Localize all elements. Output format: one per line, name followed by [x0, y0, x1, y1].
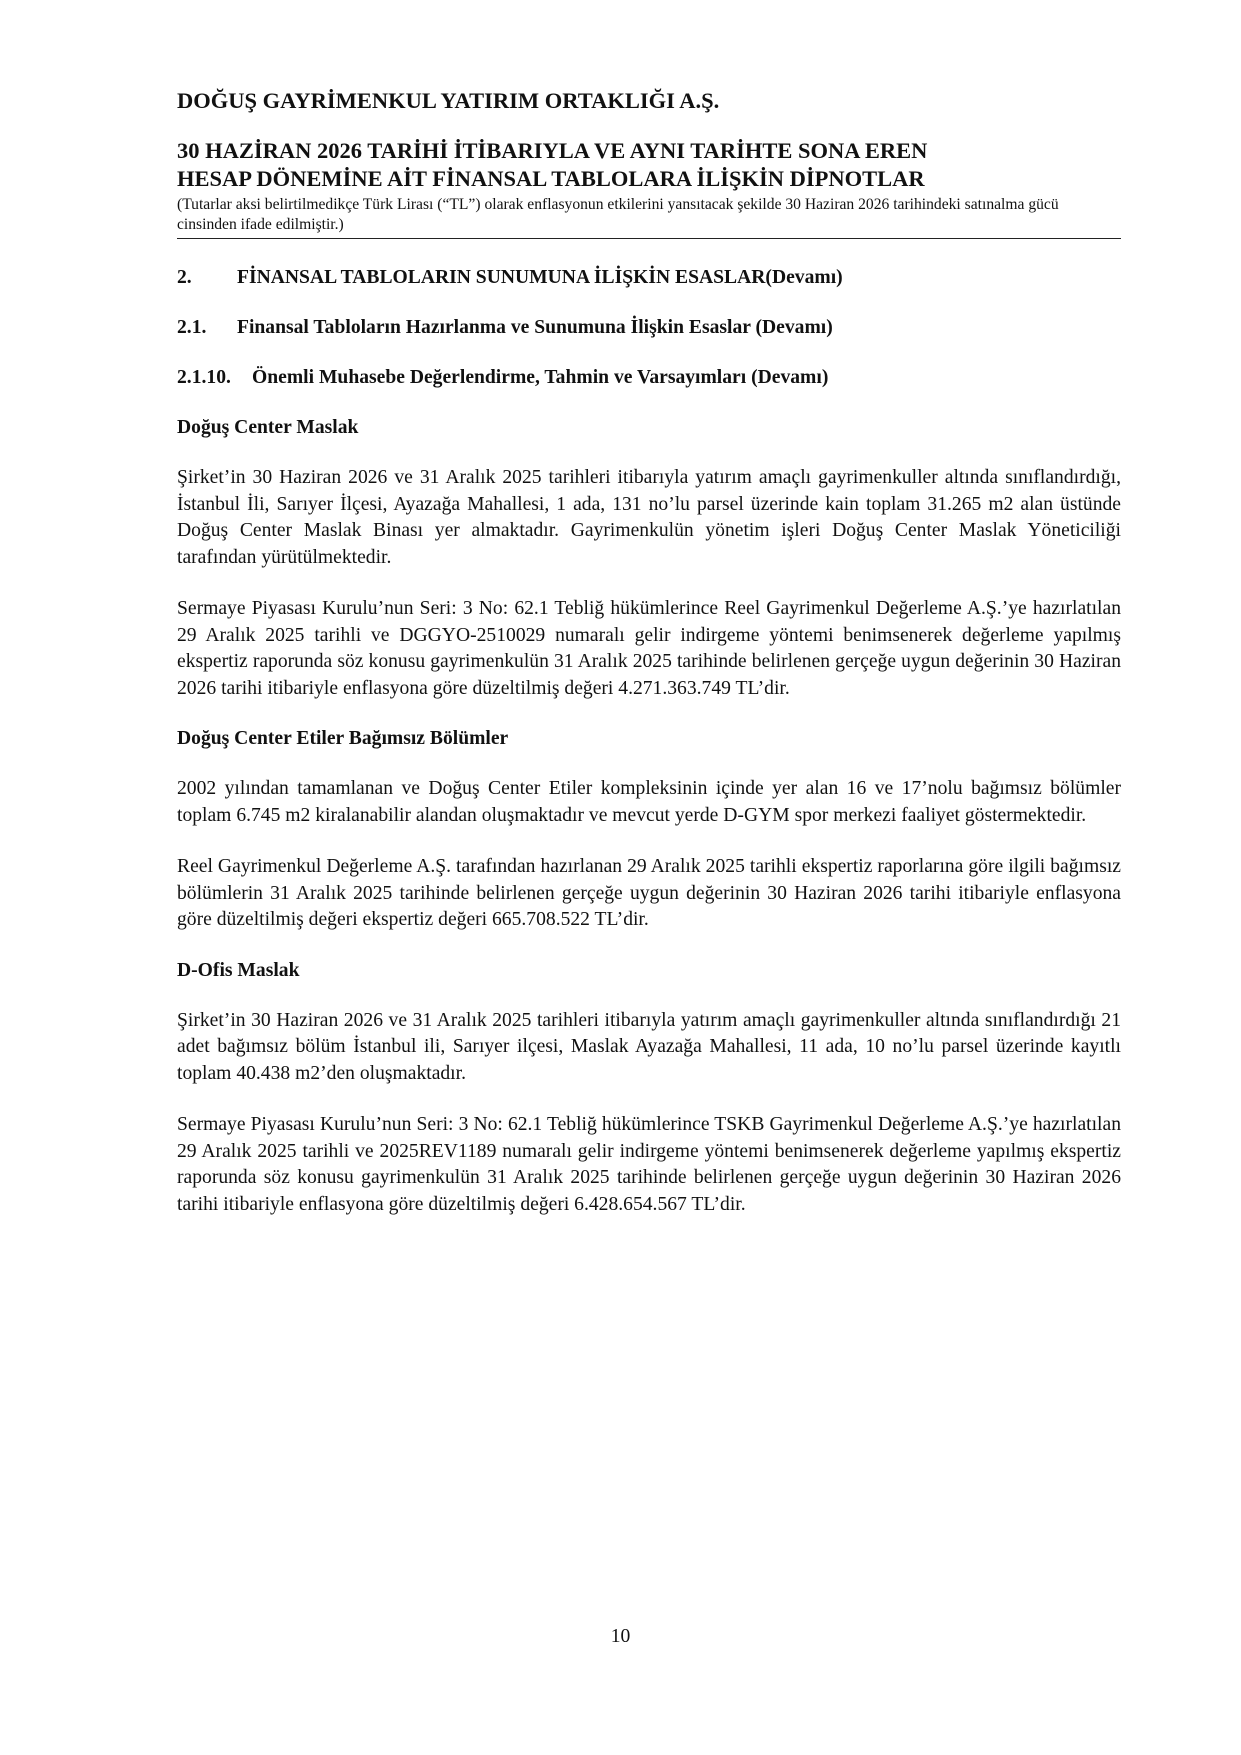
paragraph: Şirket’in 30 Haziran 2026 ve 31 Aralık 2025 tarihleri itibarıyla yatırım amaçlı gayrimenkuller altında sınıflandırdığı 21 adet bağımsız bölüm İstanbul ili, Sarıyer ilçesi, Maslak Ayazağa Mahallesi, 11 ada, 10 no’lu parsel üzerinde kayıtlı toplam 40.438 m2’den oluşmaktadır.	[177, 1009, 1121, 1084]
section-number: 2.	[177, 267, 192, 288]
paragraph: Sermaye Piyasası Kurulu’nun Seri: 3 No: 62.1 Tebliğ hükümlerince Reel Gayrimenkul Değerleme A.Ş.’ye hazırlatılan 29 Aralık 2025 tarihli ve DGGYO-2510029 numaralı gelir indirgeme yöntemi benimsenerek değerleme yapılmış ekspertiz raporunda söz konusu gayrimenkulün 31 Aralık 2025 tarihinde belirlenen gerçeğe uygun değerinin 30 Haziran 2026 tarihi itibariyle enflasyona göre düzeltilmiş değeri 4.271.363.749 TL’dir.	[177, 598, 1121, 699]
paragraph: 2002 yılından tamamlanan ve Doğuş Center Etiler kompleksinin içinde yer alan 16 ve 17’nolu bağımsız bölümler toplam 6.745 m2 kiralanabilir alandan oluşmaktadır ve mevcut yerde D-GYM spor merkezi faaliyet göstermektedir.	[177, 778, 1121, 826]
subsection-title: Finansal Tabloların Hazırlanma ve Sunumuna İlişkin Esaslar (Devamı)	[237, 317, 833, 338]
section-title: FİNANSAL TABLOLARIN SUNUMUNA İLİŞKİN ESASLAR(Devamı)	[237, 267, 843, 288]
subsection-number: 2.1.	[177, 317, 207, 338]
block-dogus-center-maslak	[177, 415, 1121, 702]
paragraph: Sermaye Piyasası Kurulu’nun Seri: 3 No: 62.1 Tebliğ hükümlerince TSKB Gayrimenkul Değerleme A.Ş.’ye hazırlatılan 29 Aralık 2025 tarihli ve 2025REV1189 numaralı gelir indirgeme yöntemi benimsenerek değerleme yapılmış ekspertiz raporunda söz konusu gayrimenkulün 31 Aralık 2025 tarihinde belirlenen gerçeğe uygun değerinin 30 Haziran 2026 tarihi itibariyle enflasyona göre düzeltilmiş değeri 6.428.654.567 TL’dir.	[177, 1114, 1121, 1215]
document-title-line-1: 30 HAZİRAN 2026 TARİHİ İTİBARIYLA VE AYNI TARİHTE SONA EREN	[177, 138, 928, 163]
document-title-line-2: HESAP DÖNEMİNE AİT FİNANSAL TABLOLARA İLİŞKİN DİPNOTLAR	[177, 166, 925, 191]
company-name: DOĞUŞ GAYRİMENKUL YATIRIM ORTAKLIĞI A.Ş.	[177, 88, 720, 113]
paragraph: Şirket’in 30 Haziran 2026 ve 31 Aralık 2025 tarihleri itibarıyla yatırım amaçlı gayrimenkuller altında sınıflandırdığı, İstanbul İli, Sarıyer İlçesi, Ayazağa Mahallesi, 1 ada, 131 no’lu parsel üzerinde kain toplam 31.265 m2 alan üstünde Doğuş Center Maslak Binası yer almaktadır. Gayrimenkulün yönetim işleri Doğuş Center Maslak Yöneticiliği tarafından yürütülmektedir.	[177, 467, 1121, 568]
block-heading: D-Ofis Maslak	[177, 959, 300, 981]
block-heading: Doğuş Center Maslak	[177, 417, 359, 438]
block-heading: Doğuş Center Etiler Bağımsız Bölümler	[177, 728, 509, 749]
block-d-ofis-maslak	[177, 958, 1121, 1219]
block-dogus-center-etiler	[177, 726, 1121, 934]
section-heading	[177, 265, 1121, 291]
subsubsection-title: Önemli Muhasebe Değerlendirme, Tahmin ve Varsayımları (Devamı)	[252, 367, 829, 388]
subsubsection-number: 2.1.10.	[177, 367, 231, 388]
subsection-heading	[177, 315, 1121, 341]
paragraph: Reel Gayrimenkul Değerleme A.Ş. tarafından hazırlanan 29 Aralık 2025 tarihli ekspertiz raporlarına göre ilgili bağımsız bölümlerin 31 Aralık 2025 tarihinde belirlenen gerçeğe uygun değerinin 30 Haziran 2026 tarihi itibariyle enflasyona göre düzeltilmiş değeri ekspertiz değeri 665.708.522 TL’dir.	[177, 856, 1121, 930]
page-number: 10	[610, 1626, 631, 1647]
currency-note: (Tutarlar aksi belirtilmedikçe Türk Lirası (“TL”) olarak enflasyonun etkilerini yansıtacak şekilde 30 Haziran 2026 tarihindeki satınalma gücü cinsinden ifade edilmiştir.)	[177, 196, 1059, 233]
subsubsection-heading	[177, 365, 1121, 391]
document-page	[177, 86, 1121, 1218]
header-divider	[177, 238, 1121, 239]
